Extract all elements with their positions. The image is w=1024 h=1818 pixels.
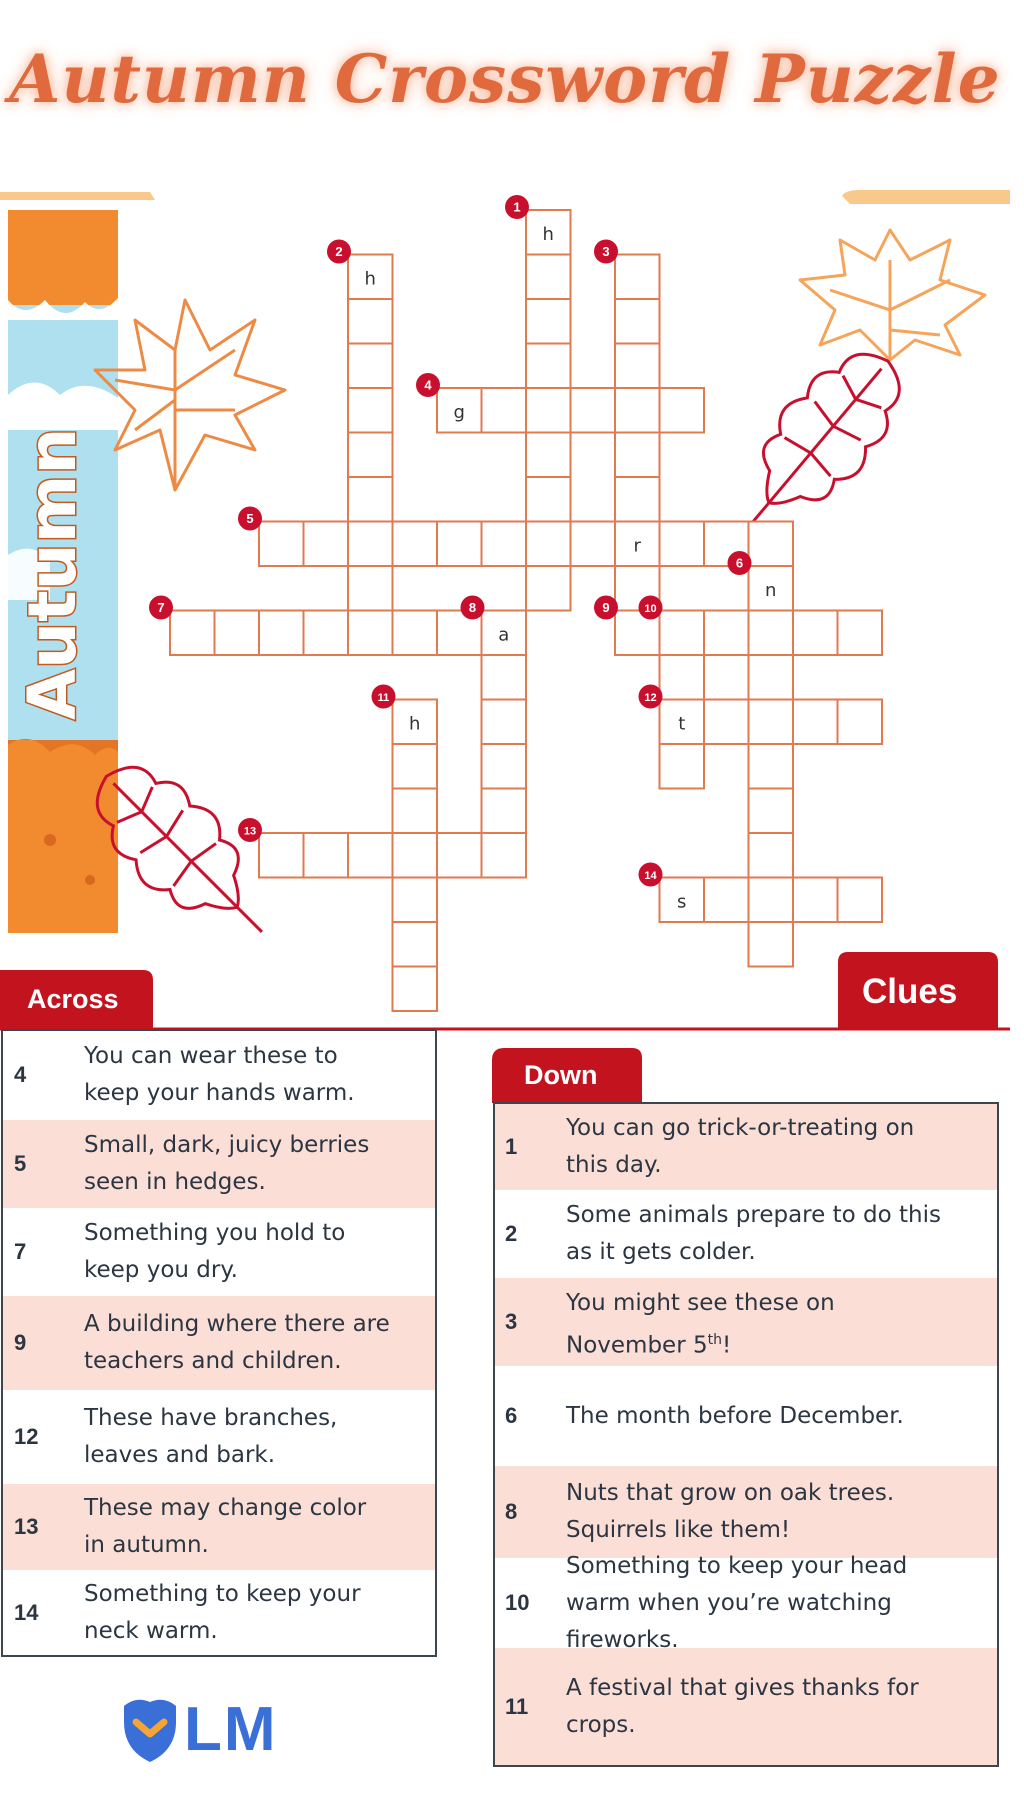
down-clue-line <box>566 1475 894 1512</box>
down-clue-line <box>566 1285 835 1322</box>
clue-number-badge <box>639 596 663 620</box>
grid-cell[interactable] <box>259 611 304 656</box>
grid-cell[interactable] <box>348 344 393 389</box>
across-clue-line-text: neck warm. <box>84 1618 218 1644</box>
grid-cell[interactable] <box>704 611 749 656</box>
across-clue-row[interactable] <box>2 1484 436 1570</box>
across-clue-text <box>84 1490 366 1564</box>
grid-letter: a <box>498 624 510 646</box>
down-clue-row[interactable] <box>494 1552 998 1653</box>
across-clue-line-text: These may change color <box>84 1495 367 1521</box>
logo-text: LM <box>184 1695 278 1764</box>
grid-cell[interactable] <box>170 611 215 656</box>
across-clue-row[interactable] <box>2 1208 436 1296</box>
clue-number-badge <box>461 596 485 620</box>
grid-cell[interactable] <box>660 388 705 433</box>
grid-cell[interactable] <box>393 833 438 878</box>
across-clue-line <box>84 1343 390 1380</box>
across-clue-row[interactable] <box>2 1120 436 1208</box>
down-clue-row[interactable] <box>494 1190 998 1278</box>
across-clue-line-text: Something you hold to <box>84 1220 346 1246</box>
clue-number-badge <box>639 863 663 887</box>
grid-cell[interactable] <box>749 833 794 878</box>
down-clue-line-text: as it gets colder. <box>566 1239 756 1265</box>
down-clue-number: 1 <box>505 1133 518 1159</box>
top-left-stroke <box>0 192 155 200</box>
across-clue-line-text: You can wear these to <box>84 1043 338 1069</box>
down-clue-line <box>566 1512 894 1549</box>
down-clue-line-text: Squirrels like them! <box>566 1517 791 1543</box>
grid-cell[interactable] <box>660 744 705 789</box>
down-clue-line-text: Some animals prepare to do this <box>566 1202 941 1228</box>
clue-number-badge <box>372 685 396 709</box>
grid-cell[interactable] <box>482 744 527 789</box>
down-clue-line <box>566 1548 907 1585</box>
grid-cell[interactable] <box>348 388 393 433</box>
page-title: Autumn Crossword Puzzle <box>9 40 1001 118</box>
grid-cell[interactable] <box>482 833 527 878</box>
badge-number: 11 <box>377 692 390 704</box>
grid-cell[interactable] <box>348 833 393 878</box>
grid-cell[interactable] <box>660 611 705 656</box>
grid-cell[interactable] <box>749 611 794 656</box>
across-clue-text <box>84 1127 369 1201</box>
grid-cell[interactable] <box>660 522 705 567</box>
grid-letter: r <box>633 535 641 557</box>
grid-cell[interactable] <box>615 388 660 433</box>
across-clue-line-text: keep you dry. <box>84 1257 238 1283</box>
across-clue-line <box>84 1490 366 1527</box>
across-clue-line-text: teachers and children. <box>84 1348 342 1374</box>
badge-number: 8 <box>468 600 477 615</box>
maple-leaf-right-icon <box>800 230 985 360</box>
grid-cell[interactable] <box>526 433 571 478</box>
clue-number-badge <box>238 507 262 531</box>
down-clue-text <box>566 1475 894 1549</box>
down-clue-number: 8 <box>505 1499 518 1524</box>
badge-number: 5 <box>246 511 254 526</box>
grid-cell[interactable] <box>482 789 527 834</box>
grid-cell[interactable] <box>526 299 571 344</box>
down-clue-line-text: You can go trick-or-treating on <box>566 1114 915 1141</box>
across-clue-number: 12 <box>14 1424 39 1449</box>
across-clue-line-text: leaves and bark. <box>84 1442 276 1468</box>
across-clue-line-text: A building where there are <box>84 1311 390 1337</box>
grid-cell[interactable] <box>704 878 749 923</box>
grid-cell[interactable] <box>749 522 794 567</box>
side-banner-text: Autumn <box>14 427 91 720</box>
down-clue-line <box>566 1147 914 1184</box>
down-clue-line-text: The month before December. <box>566 1402 904 1429</box>
down-clue-row[interactable] <box>494 1103 998 1190</box>
grid-cell[interactable] <box>793 878 838 923</box>
grid-cell[interactable] <box>348 433 393 478</box>
across-clue-line <box>84 1576 361 1613</box>
across-clue-row[interactable] <box>2 1570 436 1656</box>
grid-letter: h <box>364 268 376 290</box>
grid-cell[interactable] <box>304 833 349 878</box>
down-clue-text <box>566 1398 904 1435</box>
grid-cell[interactable] <box>482 522 527 567</box>
across-clue-text <box>84 1400 337 1474</box>
grid-cell[interactable] <box>749 700 794 745</box>
across-clue-line-text: in autumn. <box>84 1532 209 1558</box>
across-clue-line <box>84 1306 390 1343</box>
down-clue-row[interactable] <box>494 1278 998 1366</box>
grid-cell[interactable] <box>482 388 527 433</box>
badge-number: 1 <box>513 199 521 215</box>
down-clue-line-text: You might see these on <box>566 1290 835 1316</box>
across-clue-line <box>84 1038 355 1075</box>
grid-cell[interactable] <box>838 878 883 923</box>
grid-cell[interactable] <box>749 655 794 700</box>
grid-cell[interactable] <box>482 655 527 700</box>
grid-letter: h <box>542 224 554 245</box>
clue-number-badge <box>594 596 618 620</box>
across-clue-number: 5 <box>14 1151 27 1176</box>
down-heading: Down <box>524 1060 598 1090</box>
grid-letter: t <box>678 713 686 735</box>
grid-cell[interactable] <box>482 700 527 745</box>
down-clue-text <box>566 1670 919 1744</box>
down-clue-text <box>566 1548 907 1659</box>
grid-cell[interactable] <box>393 967 438 1012</box>
down-clue-number: 10 <box>505 1590 530 1615</box>
grid-cell[interactable] <box>348 299 393 344</box>
grid-cell[interactable] <box>749 878 794 923</box>
across-heading: Across <box>27 984 119 1014</box>
down-clue-line <box>566 1234 941 1271</box>
grid-cell[interactable] <box>215 611 260 656</box>
grid-cell[interactable] <box>259 833 304 878</box>
grid-letter: h <box>409 713 421 735</box>
down-clue-number: 3 <box>505 1309 518 1334</box>
grid-cell[interactable] <box>615 433 660 478</box>
grid-cell[interactable] <box>437 833 482 878</box>
across-clue-row[interactable] <box>2 1030 436 1120</box>
down-clue-line-text: A festival that gives thanks for <box>566 1675 919 1701</box>
badge-number: 14 <box>644 870 657 882</box>
down-clue-line-text: Something to keep your head <box>566 1552 908 1579</box>
badge-number: 4 <box>424 377 432 393</box>
across-clue-line <box>84 1075 355 1112</box>
clue-number-badge <box>238 818 262 842</box>
across-clue-line <box>84 1400 337 1437</box>
down-clue-text <box>566 1110 914 1184</box>
down-clue-number: 6 <box>505 1403 518 1428</box>
clue-number-badge <box>594 240 618 264</box>
down-clue-row[interactable] <box>494 1648 998 1766</box>
grid-cell[interactable] <box>526 255 571 300</box>
down-clue-line <box>566 1670 919 1707</box>
grid-cell[interactable] <box>348 522 393 567</box>
grid-cell[interactable] <box>437 522 482 567</box>
down-clue-number: 2 <box>505 1221 518 1246</box>
grid-letter: g <box>453 402 465 423</box>
across-clue-number: 9 <box>14 1330 27 1355</box>
grid-cell[interactable] <box>571 522 616 567</box>
down-clue-row[interactable] <box>494 1466 998 1558</box>
across-clue-line-text: Small, dark, juicy berries <box>84 1132 370 1158</box>
top-right-stroke <box>842 190 1010 204</box>
grid-cell[interactable] <box>526 566 571 611</box>
grid-cell[interactable] <box>615 255 660 300</box>
across-clue-line <box>84 1613 361 1650</box>
clue-number-badge <box>416 373 440 397</box>
grid-letter: s <box>677 891 687 913</box>
grid-cell[interactable] <box>704 700 749 745</box>
down-clue-line <box>566 1707 919 1744</box>
across-clue-number: 14 <box>14 1600 39 1625</box>
across-clue-line-text: Something to keep your <box>84 1581 361 1607</box>
clue-number-badge <box>639 685 663 709</box>
grid-letter: n <box>765 580 777 601</box>
down-clue-line-text: crops. <box>566 1712 636 1738</box>
across-clue-number: 7 <box>14 1239 27 1264</box>
grid-cell[interactable] <box>304 522 349 567</box>
badge-number: 12 <box>644 692 657 704</box>
grid-cell[interactable] <box>749 922 794 967</box>
across-clue-line-text: seen in hedges. <box>84 1169 266 1195</box>
across-clue-line <box>84 1252 345 1289</box>
badge-number: 13 <box>243 825 257 838</box>
clue-number-badge <box>327 240 351 264</box>
grid-cell[interactable] <box>838 700 883 745</box>
clue-number-badge <box>505 195 529 219</box>
grid-cell[interactable] <box>571 388 616 433</box>
across-clue-row[interactable] <box>2 1296 436 1390</box>
across-clue-number: 13 <box>14 1514 39 1539</box>
down-clue-line-text: November 5 <box>566 1332 708 1359</box>
maple-leaf-left-icon <box>95 300 285 490</box>
down-clue-text <box>566 1285 835 1365</box>
glm-shield-logo-icon <box>124 1700 176 1762</box>
crossword-grid <box>170 210 882 1011</box>
grid-cell[interactable] <box>526 477 571 522</box>
grid-cell[interactable] <box>393 922 438 967</box>
down-clue-line <box>566 1585 907 1622</box>
down-clue-line <box>566 1322 835 1365</box>
down-clue-line <box>566 1197 941 1234</box>
badge-number: 9 <box>602 600 610 615</box>
grid-cell[interactable] <box>793 700 838 745</box>
badge-number: 3 <box>602 244 610 259</box>
grid-cell[interactable] <box>304 611 349 656</box>
badge-number: 6 <box>735 555 744 571</box>
down-clue-line-text: fireworks. <box>566 1626 679 1653</box>
down-clue-line-text: warm when you’re watching <box>566 1589 892 1616</box>
badge-number: 7 <box>157 600 165 615</box>
grid-cell[interactable] <box>749 789 794 834</box>
across-clue-line <box>84 1164 369 1201</box>
grid-cell[interactable] <box>749 744 794 789</box>
grid-cell[interactable] <box>348 566 393 611</box>
across-clue-text <box>84 1576 361 1650</box>
clue-number-badge <box>149 596 173 620</box>
grid-cell[interactable] <box>393 611 438 656</box>
down-clue-tail: ! <box>721 1332 732 1359</box>
grid-cell[interactable] <box>393 878 438 923</box>
grid-cell[interactable] <box>393 522 438 567</box>
grid-cell[interactable] <box>615 344 660 389</box>
grid-cell[interactable] <box>348 477 393 522</box>
grid-cell[interactable] <box>838 611 883 656</box>
down-clue-line <box>566 1110 914 1147</box>
across-clue-line <box>84 1437 337 1474</box>
across-clue-line-text: keep your hands warm. <box>84 1080 355 1106</box>
clue-number-badge <box>728 551 752 575</box>
grid-cell[interactable] <box>526 388 571 433</box>
clues-heading: Clues <box>862 972 958 1011</box>
grid-cell[interactable] <box>393 744 438 789</box>
across-clue-line-text: These have branches, <box>84 1405 338 1431</box>
across-clue-line <box>84 1215 345 1252</box>
grid-cell[interactable] <box>793 611 838 656</box>
grid-cell[interactable] <box>348 611 393 656</box>
across-clue-line <box>84 1127 369 1164</box>
across-clue-text <box>84 1306 390 1380</box>
down-clue-superscript: th <box>707 1332 722 1348</box>
badge-number: 10 <box>644 603 657 615</box>
across-clue-text <box>84 1038 355 1112</box>
down-clue-line-text: this day. <box>566 1151 662 1178</box>
grid-cell[interactable] <box>526 522 571 567</box>
grid-cell[interactable] <box>526 344 571 389</box>
across-clue-text <box>84 1215 345 1289</box>
down-clue-row[interactable] <box>494 1366 998 1466</box>
across-clue-row[interactable] <box>2 1390 436 1484</box>
across-clue-number: 4 <box>14 1062 27 1087</box>
grid-cell[interactable] <box>615 299 660 344</box>
down-clue-number: 11 <box>505 1694 529 1719</box>
badge-number: 2 <box>335 244 343 259</box>
down-clue-text <box>566 1197 941 1271</box>
grid-cell[interactable] <box>660 655 705 700</box>
grid-cell[interactable] <box>393 789 438 834</box>
down-clue-line <box>566 1398 904 1435</box>
down-clue-line-text: Nuts that grow on oak trees. <box>566 1480 895 1506</box>
across-clue-line <box>84 1527 366 1564</box>
grid-cell[interactable] <box>615 477 660 522</box>
grid-cell[interactable] <box>259 522 304 567</box>
